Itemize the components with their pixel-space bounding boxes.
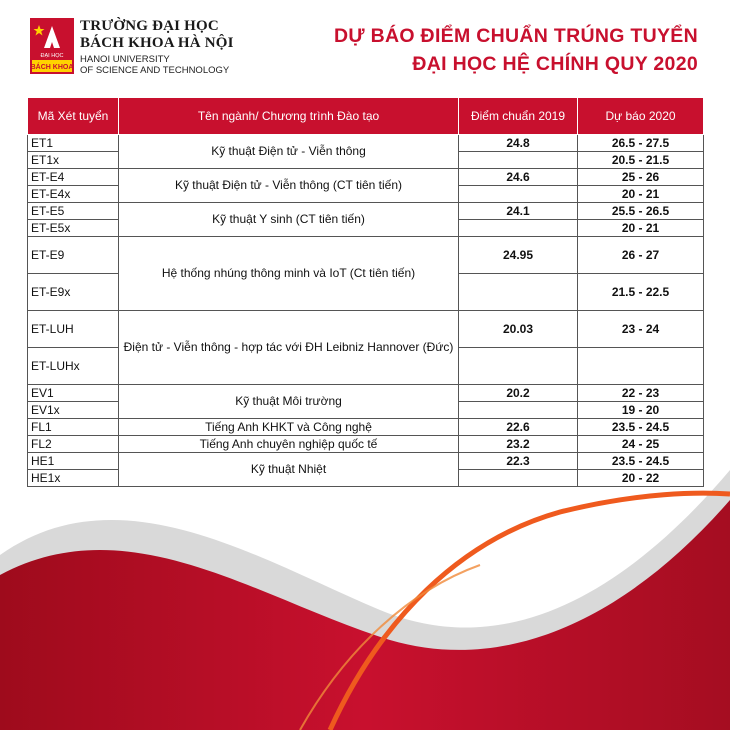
table-row	[28, 453, 704, 470]
code-cell: ET-LUHx	[28, 348, 119, 385]
code-cell: ET-E9x	[28, 274, 119, 311]
table-row	[28, 169, 704, 186]
program-cell: Tiếng Anh chuyên nghiệp quốc tế	[119, 436, 459, 453]
score-2019-cell: 22.6	[459, 419, 578, 436]
score-2019-cell: 20.03	[459, 311, 578, 348]
program-cell: Kỹ thuật Điện tử - Viễn thông	[119, 135, 459, 169]
code-cell: ET1	[28, 135, 119, 152]
title-line2: ĐẠI HỌC HỆ CHÍNH QUY 2020	[412, 53, 698, 75]
forecast-2020-cell: 24 - 25	[578, 436, 704, 453]
forecast-2020-cell: 23.5 - 24.5	[578, 419, 704, 436]
university-name	[80, 18, 234, 76]
university-english-name	[80, 54, 234, 76]
score-2019-cell	[459, 152, 578, 169]
score-2019-cell: 24.1	[459, 203, 578, 220]
code-cell: FL1	[28, 419, 119, 436]
score-2019-cell	[459, 348, 578, 385]
title-line1: DỰ BÁO ĐIỂM CHUẨN TRÚNG TUYỂN	[334, 25, 698, 47]
code-cell: ET-E4	[28, 169, 119, 186]
university-logo	[30, 18, 74, 74]
program-cell: Kỹ thuật Điện tử - Viễn thông (CT tiên tiến)	[119, 169, 459, 203]
header-score-2019: Điểm chuẩn 2019	[459, 98, 578, 135]
score-2019-cell	[459, 220, 578, 237]
score-2019-cell: 24.8	[459, 135, 578, 152]
score-2019-cell: 23.2	[459, 436, 578, 453]
program-cell: Tiếng Anh KHKT và Công nghệ	[119, 419, 459, 436]
score-2019-cell	[459, 470, 578, 487]
table-row	[28, 419, 704, 436]
header-program: Tên ngành/ Chương trình Đào tạo	[119, 98, 459, 135]
forecast-2020-cell: 21.5 - 22.5	[578, 274, 704, 311]
code-cell: HE1	[28, 453, 119, 470]
forecast-2020-cell	[578, 348, 704, 385]
program-cell: Kỹ thuật Nhiệt	[119, 453, 459, 487]
code-cell: ET-E4x	[28, 186, 119, 203]
forecast-2020-cell: 20 - 22	[578, 470, 704, 487]
code-cell: FL2	[28, 436, 119, 453]
program-cell: Điện tử - Viễn thông - hợp tác với ĐH Leibniz Hannover (Đức)	[119, 311, 459, 385]
forecast-2020-cell: 25.5 - 26.5	[578, 203, 704, 220]
table-row	[28, 203, 704, 220]
forecast-2020-cell: 23.5 - 24.5	[578, 453, 704, 470]
program-cell: Kỹ thuật Y sinh (CT tiên tiến)	[119, 203, 459, 237]
admission-scores-table	[27, 97, 704, 487]
score-2019-cell	[459, 274, 578, 311]
table-row	[28, 135, 704, 152]
svg-text:ĐẠI HỌC: ĐẠI HỌC	[40, 53, 64, 59]
code-cell: ET1x	[28, 152, 119, 169]
code-cell: ET-E5	[28, 203, 119, 220]
score-2019-cell: 22.3	[459, 453, 578, 470]
program-cell: Hệ thống nhúng thông minh và IoT (Ct tiên tiến)	[119, 237, 459, 311]
code-cell: ET-E9	[28, 237, 119, 274]
forecast-2020-cell: 23 - 24	[578, 311, 704, 348]
program-cell: Kỹ thuật Môi trường	[119, 385, 459, 419]
forecast-2020-cell: 26 - 27	[578, 237, 704, 274]
header-forecast-2020: Dự báo 2020	[578, 98, 704, 135]
university-name-line1: TRƯỜNG ĐẠI HỌC	[80, 18, 219, 34]
table-row	[28, 385, 704, 402]
forecast-2020-cell: 26.5 - 27.5	[578, 135, 704, 152]
score-2019-cell: 24.6	[459, 169, 578, 186]
score-2019-cell: 20.2	[459, 385, 578, 402]
code-cell: ET-E5x	[28, 220, 119, 237]
forecast-2020-cell: 20 - 21	[578, 220, 704, 237]
table-header-row	[28, 98, 704, 135]
forecast-2020-cell: 25 - 26	[578, 169, 704, 186]
code-cell: EV1x	[28, 402, 119, 419]
forecast-2020-cell: 19 - 20	[578, 402, 704, 419]
table-row	[28, 311, 704, 348]
code-cell: EV1	[28, 385, 119, 402]
score-2019-cell	[459, 402, 578, 419]
forecast-2020-cell: 20.5 - 21.5	[578, 152, 704, 169]
forecast-2020-cell: 22 - 23	[578, 385, 704, 402]
code-cell: ET-LUH	[28, 311, 119, 348]
university-english-line2: OF SCIENCE AND TECHNOLOGY	[80, 65, 230, 76]
score-2019-cell: 24.95	[459, 237, 578, 274]
forecast-2020-cell: 20 - 21	[578, 186, 704, 203]
table-row	[28, 237, 704, 274]
table-row	[28, 436, 704, 453]
score-2019-cell	[459, 186, 578, 203]
university-name-line2: BÁCH KHOA HÀ NỘI	[80, 35, 234, 51]
header-code: Mã Xét tuyển	[28, 98, 119, 135]
code-cell: HE1x	[28, 470, 119, 487]
svg-text:BÁCH KHOA: BÁCH KHOA	[30, 64, 74, 71]
university-english-line1: HANOI UNIVERSITY	[80, 54, 170, 65]
page-title	[334, 22, 698, 78]
